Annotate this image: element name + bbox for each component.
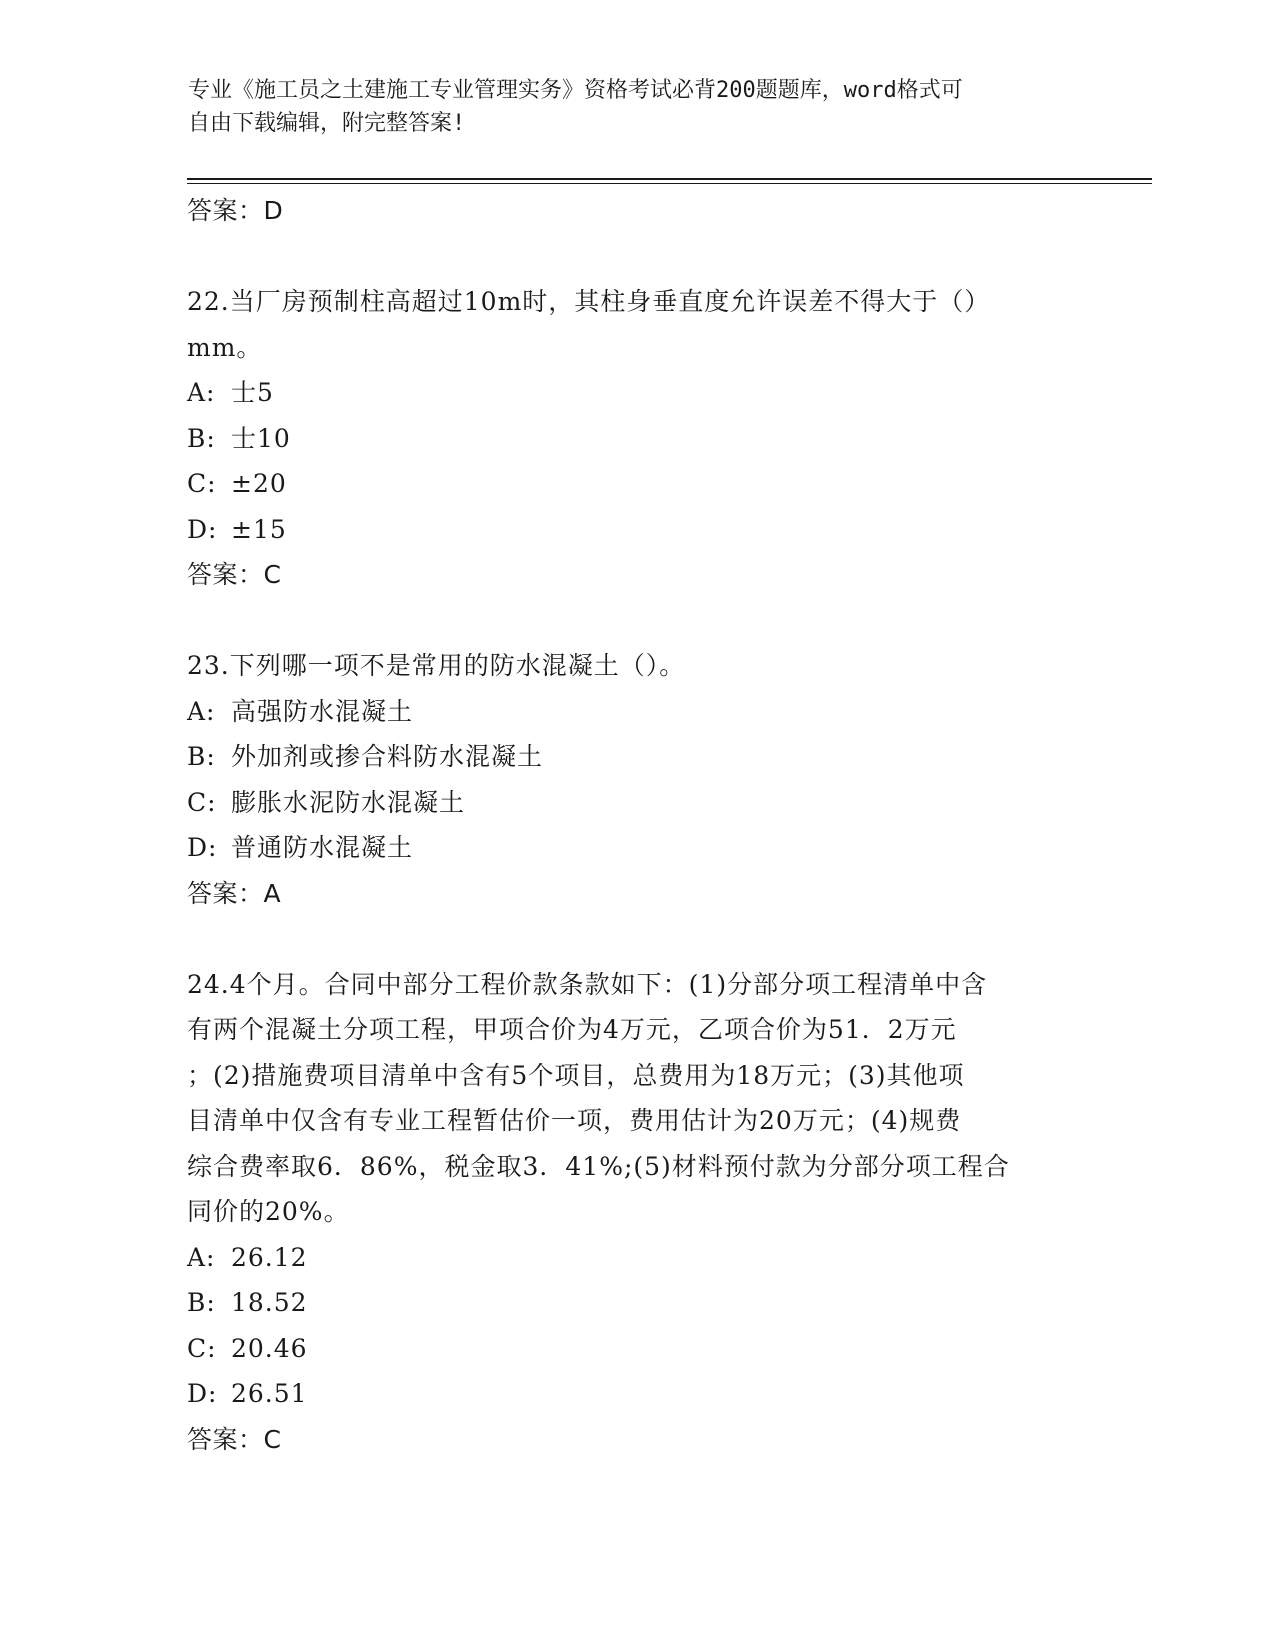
option-label: C: [187, 787, 217, 817]
question-24 [187, 962, 1087, 1463]
option-label: A: [187, 378, 216, 407]
question-stem-line: 22.当厂房预制柱高超过10m时，其柱身垂直度允许误差不得大于（） [187, 287, 991, 316]
option-a [187, 1235, 1087, 1281]
option-b [187, 1280, 1087, 1326]
option-c [187, 461, 1087, 507]
question-23 [187, 643, 1087, 916]
spacer [187, 234, 1087, 280]
option-label: B: [187, 742, 216, 771]
option-a [187, 689, 1087, 735]
header-line-2: 自由下载编辑，附完整答案! [188, 111, 466, 136]
option-text: 外加剂或掺合料防水混凝土 [231, 742, 544, 771]
option-text: 18.52 [231, 1288, 308, 1317]
header-divider-thin [187, 183, 1152, 184]
question-stem-line: mm。 [187, 332, 263, 362]
document-body [187, 188, 1087, 1462]
option-d [187, 825, 1087, 871]
question-stem-line: 24.4个月。合同中部分工程价款条款如下：(1)分部分项工程清单中含 [187, 969, 988, 999]
option-label: D: [187, 514, 218, 544]
option-text: ±20 [231, 469, 287, 498]
option-label: A: [187, 1242, 216, 1272]
option-b [187, 734, 1087, 780]
header-divider-thick [187, 178, 1152, 180]
option-d [187, 1371, 1087, 1417]
option-text: 20.46 [231, 1333, 308, 1363]
option-label: A: [187, 696, 216, 726]
option-text: 普通防水混凝土 [231, 833, 414, 862]
option-text: 膨胀水泥防水混凝土 [231, 787, 466, 817]
header-line-1: 专业《施工员之土建施工专业管理实务》资格考试必背200题题库，word格式可 [188, 78, 963, 103]
option-d [187, 507, 1087, 553]
question-stem-line: 目清单中仅含有专业工程暂估价一项，费用估计为20万元；(4)规费 [187, 1106, 962, 1135]
previous-answer: 答案：D [187, 196, 284, 225]
spacer [187, 598, 1087, 644]
question-stem-line: 综合费率取6．86%，税金取3．41%;(5)材料预付款为分部分项工程合 [187, 1151, 1010, 1181]
question-22 [187, 279, 1087, 598]
option-label: D: [187, 833, 218, 862]
option-text: 士5 [231, 378, 274, 407]
option-label: B: [187, 423, 216, 453]
option-b [187, 416, 1087, 462]
option-c [187, 780, 1087, 826]
option-a [187, 370, 1087, 416]
option-text: 26.51 [231, 1379, 308, 1408]
answer: 答案：A [187, 878, 282, 908]
question-stem-line: 23.下列哪一项不是常用的防水混凝土（）。 [187, 651, 686, 680]
question-stem-line: ；(2)措施费项目清单中含有5个项目，总费用为18万元；(3)其他项 [187, 1060, 965, 1090]
answer: 答案：C [187, 560, 282, 589]
question-stem-line: 有两个混凝土分项工程，甲项合价为4万元，乙项合价为51．2万元 [187, 1015, 957, 1044]
answer: 答案：C [187, 1424, 282, 1454]
option-text: 26.12 [231, 1242, 308, 1272]
option-label: B: [187, 1288, 216, 1317]
option-label: C: [187, 1333, 217, 1363]
spacer [187, 916, 1087, 962]
option-text: ±15 [231, 514, 287, 544]
page-header [188, 74, 1088, 140]
option-label: C: [187, 469, 217, 498]
question-stem-line: 同价的20%。 [187, 1197, 350, 1226]
option-text: 高强防水混凝土 [231, 696, 414, 726]
option-label: D: [187, 1379, 218, 1408]
option-c [187, 1326, 1087, 1372]
option-text: 士10 [231, 423, 291, 453]
